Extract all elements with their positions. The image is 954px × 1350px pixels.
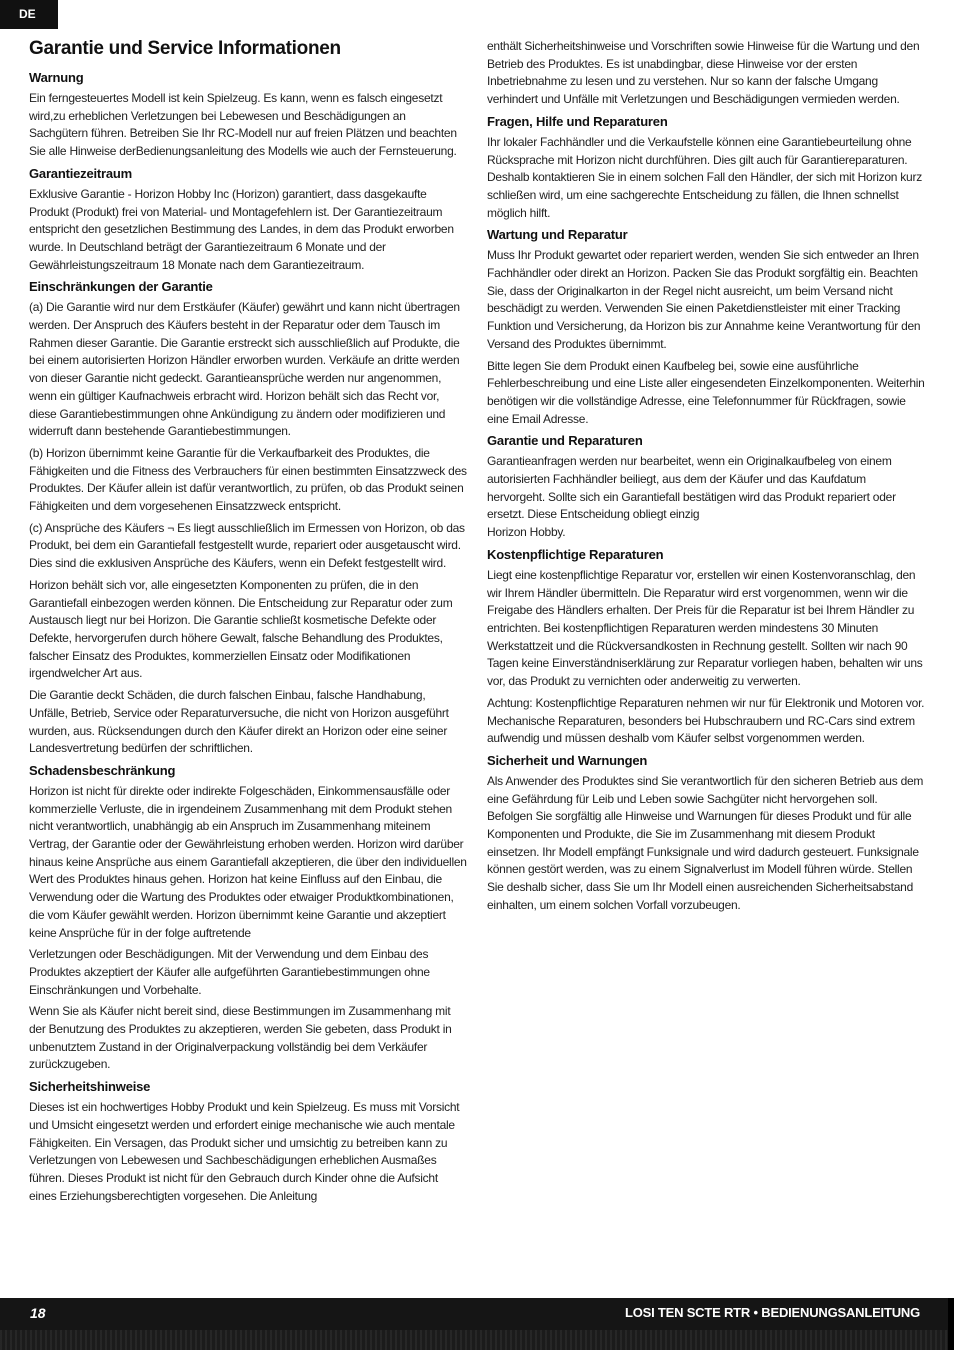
section-paragraph: Als Anwender des Produktes sind Sie verantwortlich für den sicheren Betrieb aus dem eine Gefährdung für Leib und Leben sowie Sachgüter nicht hervorgehen soll. Befolgen Sie sorgfältig alle Hinweise und Warnungen für dieses Produkt und für alle Komponenten und Produkte, die Sie im Zusammenhang mit diesem Produkt einsetzen. Ihr Modell empfängt Funksignale und wird dadurch gesteuert. Funksignale können gestört werden, was zu einem Signalverlust im Modell führen würde. Stellen Sie deshalb sicher, dass Sie um Ihr Modell einen ausreichenden Sicherheitsabstand einhalten, um einem solchen Vorfall vorzubeugen. xyxy=(487,773,924,912)
section-paragraph: Bitte legen Sie dem Produkt einen Kaufbeleg bei, sowie eine ausführliche Fehlerbeschreibung und eine Liste aller eingesendeten Einzelkomponenten. Weiterhin benötigen wir die vollständige Adresse, eine Telefonnummer für Rückfragen, sowie eine Email Adresse. xyxy=(487,358,925,426)
manual-title: LOSI TEN SCTE RTR • BEDIENUNGSANLEITUNG xyxy=(624,1305,920,1320)
section-paragraph: Garantieanfragen werden nur bearbeitet, wenn ein Originalkaufbeleg von einem autorisierten Fachhändler beiliegt, aus dem der Käufer und das Kaufdatum hervorgeht. Sollte sich ein Garantiefall bestätigen wird das Produkt repariert oder ersetzt. Diese Entscheidung obliegt einzig Horizon Hobby. xyxy=(487,454,896,540)
section-heading: Fragen, Hilfe und Reparaturen xyxy=(487,113,668,129)
section-heading: Kostenpflichtige Reparaturen xyxy=(487,546,664,562)
left-column xyxy=(29,69,467,1209)
right-column xyxy=(487,38,925,919)
section-paragraph: Dieses ist ein hochwertiges Hobby Produkt und kein Spielzeug. Es muss mit Vorsicht und Umsicht eingesetzt werden und erfordert einige mechanische wie auch mentale Fähigkeiten. Ein Versagen, das Produkt sicher und umsichtig zu betreiben kann zu Verletzungen von Lebewesen und Sachbeschädigungen erheblichen Ausmaßes führen. Dieses Produkt ist nicht für den Gebrauch durch Kinder ohne die Aufsicht eines Erziehungsberechtigten vorgesehen. Die Anleitung xyxy=(29,1100,460,1203)
section-heading: Sicherheit und Warnungen xyxy=(487,752,648,768)
section-paragraph: Verletzungen oder Beschädigungen. Mit der Verwendung und dem Einbau des Produktes akzeptiert der Käufer alle aufgeführten Garantiebestimmungen ohne Einschränkungen und Vorbehalte. xyxy=(29,947,430,997)
language-tab: DE xyxy=(0,0,58,29)
section-paragraph: enthält Sicherheitshinweise und Vorschriften sowie Hinweise für die Wartung und den Betrieb des Produktes. Es ist unabdingbar, diese Hinweise vor der ersten Inbetriebnahme zu lesen und zu verstehen. Nur so kann der falsche Umgang verhindert und Unfälle mit Verletzungen und Beschädigungen vermieden werden. xyxy=(487,39,920,107)
section-paragraph: Muss Ihr Produkt gewartet oder repariert werden, wenden Sie sich entweder an Ihren Fachhändler oder direkt an Horizon. Packen Sie das Produkt sorgfältig ein. Beachten Sie, dass der Originalkarton in der Regel nicht ausreicht, um beim Versand nicht beschädigt zu werden. Verwenden Sie einen Paketdienstleister mit einer Tracking Funktion und Versicherung, da Horizon bis zur Annahme keine Verantwortung für den Versand des Produktes übernimmt. xyxy=(487,248,921,351)
section-heading: Garantiezeitraum xyxy=(29,165,133,181)
section-paragraph: Horizon behält sich vor, alle eingesetzten Komponenten zu prüfen, die in den Garantiefall einbezogen werden können. Die Entscheidung zur Reparatur oder zum Austausch liegt nur bei Horizon. Die Garantie schließt kosmetische Defekte oder Defekte, hervorgerufen durch höhere Gewalt, falsche Behandlung des Produktes, falscher Einsatz des Produktes, kommerziellen Einsatz oder Modifikationen irgendwelcher Art aus. xyxy=(29,577,453,681)
section-paragraph: (c) Ansprüche des Käufers ¬ Es liegt ausschließlich im Ermessen von Horizon, ob das Produkt, bei dem ein Garantiefall festgestellt wurde, repariert oder ausgetauscht wird. Dies sind die exklusiven Ansprüche des Käufers, wenn ein Defekt festgestellt wird. xyxy=(29,520,465,571)
section-paragraph: Die Garantie deckt Schäden, die durch falschen Einbau, falsche Handhabung, Unfälle, Betrieb, Service oder Reparaturversuche, die nicht von Horizon ausgeführt wurden, aus. Rücksendungen durch den Käufer direkt an Horizon oder eine seiner Landesvertretung bedürfen der schriftlichen. xyxy=(29,688,449,756)
section-paragraph: Liegt eine kostenpflichtige Reparatur vor, erstellen wir einen Kostenvoranschlag, den wir Ihrem Händler übermitteln. Die Reparatur wird erst vorgenommen, wenn wir die Freigabe des Händlers erhalten. Der Preis für die Reparatur ist bei Ihrem Händler zu entrichten. Bei kostenpflichtigen Reparaturen werden mindestens 30 Minuten Werkstattzeit und die Rückversandkosten in Rechnung gestellt. Sollten wir nach 90 Tagen keine Einverständniserklärung zur Reparatur vorliegen haben, behalten wir uns vor, das Produkt zu vernichten oder anderweitig zu verwerten. xyxy=(487,567,923,689)
section-paragraph: Ihr lokaler Fachhändler und die Verkaufstelle können eine Garantiebeurteilung ohne Rücksprache mit Horizon nicht durchführen. Dies gilt auch für Garantiereparaturen. Deshalb kontaktieren Sie in einem solchen Fall den Händler, der sich mit Horizon kurz schließen wird, um eine sachgerechte Entscheidung zu fällen, die Ihnen schnellst möglich hilft. xyxy=(487,134,922,220)
section-heading: Garantie und Reparaturen xyxy=(487,433,643,449)
page-number: 18 xyxy=(30,1305,46,1321)
section-paragraph: Ein ferngesteuertes Modell ist kein Spielzeug. Es kann, wenn es falsch eingesetzt wird,zu erheblichen Verletzungen bei Lebewesen und Beschädigungen an Sachgütern führen. Betreiben Sie Ihr RC-Modell nur auf freien Plätzen und beachten Sie alle Hinweise derBedienungsanleitung des Modells wie auch der Fernsteuerung. xyxy=(29,91,457,159)
section-heading: Einschränkungen der Garantie xyxy=(29,279,213,295)
section-paragraph: (b) Horizon übernimmt keine Garantie für die Verkaufbarkeit des Produktes, die Fähigkeiten und die Fitness des Verbrauchers für einen bestimmten Einsatzzweck des Produktes. Der Käufer allein ist dafür verantwortlich, zu prüfen, ob das Produkt seinen Fähigkeiten und dem vorgesehenen Einsatzzweck entspricht. xyxy=(29,445,467,514)
section-heading: Sicherheitshinweise xyxy=(29,1079,151,1095)
section-paragraph: Exklusive Garantie - Horizon Hobby Inc (Horizon) garantiert, dass dasgekaufte Produkt (Produkt) frei von Material- und Montagefehlern ist. Der Garantiezeitraum entspricht den gesetzlichen Bestimmung des Landes, in dem das Produkt erworben wurde. In Deutschland beträgt der Garantiezeitraum 6 Monate und der Gewährleistungszeitraum 18 Monate nach dem Garantiezeitraum. xyxy=(29,186,454,272)
section-paragraph: Achtung: Kostenpflichtige Reparaturen nehmen wir nur für Elektronik und Motoren vor. Mechanische Reparaturen, besonders bei Hubschraubern und RC-Cars sind extrem aufwendig und müssen deshalb vom Käufer selbst vorgenommen werden. xyxy=(487,695,925,746)
section-paragraph: Horizon ist nicht für direkte oder indirekte Folgeschäden, Einkommensausfälle oder kommerzielle Verluste, die in irgendeinem Zusammenhang mit dem Produkt stehen nicht verantwortlich, unabhängig ab ein Anspruch im Zusammenhang miteinem Vertrag, der Garantie oder der Gewährleistung erhoben werden. Horizon wird darüber hinaus keine Ansprüche aus einem Garantiefall akzeptieren, die über den individuellen Wert des Produktes hinaus gehen. Horizon hat keine Einfluss auf den Einbau, die Verwendung oder die Wartung des Produktes oder etwaiger Produktkombinationen, die vom Käufer gewählt werden. Horizon übernimmt keine Garantie und akzeptiert keine Ansprüche für in der folge auftretende xyxy=(29,783,467,940)
page-title: Garantie und Service Informationen xyxy=(29,38,341,59)
footer-edge xyxy=(948,1298,954,1350)
section-heading: Schadensbeschränkung xyxy=(29,762,176,778)
section-heading: Warnung xyxy=(29,70,84,85)
section-paragraph: (a) Die Garantie wird nur dem Erstkäufer (Käufer) gewährt und kann nicht übertragen werden. Der Anspruch des Käufers besteht in der Reparatur oder dem Tausch im Rahmen dieser Garantie. Die Garantie erstreckt sich ausschließlich auf Produkte, die bei einem autorisierten Horizon Händler erworben wurden. Verkäufe an dritte werden von dieser Garantie nicht gedeckt. Garantieansprüche werden nur angenommen, wenn ein gültiger Kaufnachweis erbracht wird. Horizon behält sich das Recht vor, diese Garantiebestimmungen ohne Ankündigung zu ändern oder modifizieren und widerruft dann bestehende Garantiebestimmungen. xyxy=(29,300,460,439)
section-heading: Wartung und Reparatur xyxy=(487,227,628,243)
section-paragraph: Wenn Sie als Käufer nicht bereit sind, diese Bestimmungen im Zusammenhang mit der Benutzung des Produktes zu akzeptieren, werden Sie gebeten, dass Produkt in unbenutztem Zustand in der Originalverpackung vollständig bei dem Verkäufer zurückzugeben. xyxy=(29,1004,452,1072)
